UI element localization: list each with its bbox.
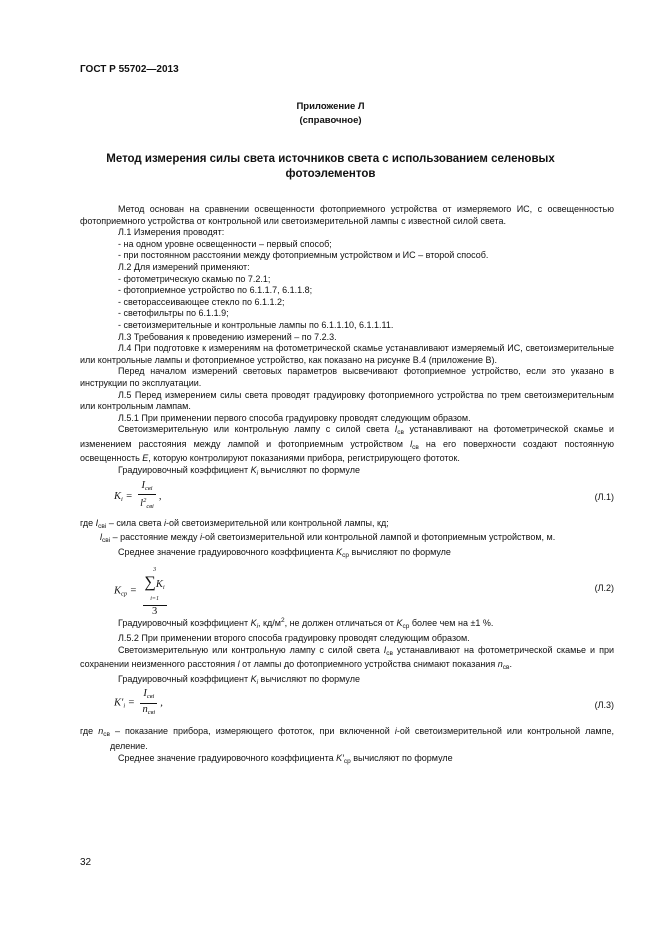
formula-l2 bbox=[80, 561, 614, 618]
paragraph: Градуировочный коэффициент $K_i$ вычисляют по формуле bbox=[118, 465, 360, 478]
paragraph: Среднее значение градуировочного коэффициента $K'_{ср}$ вычисляют по формуле bbox=[118, 752, 453, 765]
paragraph: Л.5 Перед измерением силы света проводят градуировку фотоприемного устройства по трем светоизмерительным или контрольным лампам. bbox=[80, 389, 614, 412]
page-number: 32 bbox=[80, 857, 92, 868]
list-item: - фотометрическую скамью по 7.2.1; bbox=[118, 273, 271, 284]
appendix-label: Приложение Л bbox=[296, 101, 365, 112]
formula-expression: $K_i$ = $\frac{I_{свi}}{l^2_{свi}}$ , bbox=[114, 479, 162, 511]
paragraph: Светоизмерительную или контрольную лампу с силой света $I_{св}$ устанавливают на фотометрической скамье и при сохранении неизменного расстояния l от лампы до фотоприемного устройства снимают показания $n_{св}$. bbox=[80, 644, 614, 672]
document-body bbox=[80, 204, 614, 767]
list-item: - светорассеивающее стекло по 6.1.1.2; bbox=[118, 296, 285, 307]
list-item: - светоизмерительные и контрольные лампы по 6.1.1.10, 6.1.1.11. bbox=[118, 319, 394, 330]
formula-l3 bbox=[80, 688, 614, 726]
formula-expression: $K_{ср}$ = 3 $\sum K_i$ i=1 3 bbox=[114, 567, 165, 618]
paragraph: Л.2 Для измерений применяют: bbox=[118, 261, 250, 272]
paragraph: Метод основан на сравнении освещенности фотоприемного устройства от измеряемого ИС, с освещенностью фотоприемного устройства от контрольной или светоизмерительной лампы с известной силой света. bbox=[80, 204, 614, 226]
formula-expression: $K'_i$ = $\frac{I_{свi}}{n_{свi}}$ , bbox=[114, 688, 163, 716]
document-header: ГОСТ Р 55702—2013 bbox=[80, 64, 179, 75]
paragraph: Градуировочный коэффициент $K_i$ вычисляют по формуле bbox=[118, 673, 360, 686]
list-item: - фотоприемное устройство по 6.1.1.7, 6.1.1.8; bbox=[118, 285, 313, 296]
paragraph: Л.3 Требования к проведению измерений – по 7.2.3. bbox=[118, 331, 337, 342]
paragraph: Л.4 При подготовке к измерениям на фотометрической скамье устанавливают измеряемый ИС, светоизмерительные или контрольные лампы и фотоприемное устройство, как показано на рисунке В.4 (приложение В). bbox=[80, 343, 614, 365]
list-item: - при постоянном расстоянии между фотоприемным устройством и ИС – второй способ. bbox=[118, 250, 489, 261]
list-item: - светофильтры по 6.1.1.9; bbox=[118, 308, 229, 319]
paragraph: Среднее значение градуировочного коэффициента $K_{ср}$ вычисляют по формуле bbox=[118, 546, 451, 559]
paragraph: Перед началом измерений световых параметров высвечивают фотоприемное устройство, если это указано в инструкции по эксплуатации. bbox=[80, 366, 614, 388]
where-clause: где $n_{св}$ – показание прибора, измеряющего фототок, при включенной i-ой светоизмерительной или контрольной лампе, деление. bbox=[80, 726, 614, 751]
section-title: Метод измерения силы света источников света с использованием селеновых фотоэлементов bbox=[106, 153, 555, 180]
paragraph: Светоизмерительную или контрольную лампу с силой света $I_{св}$ устанавливают на фотометрической скамье и изменением расстояния между лампой и фотоприемным устройством $l_{св}$ на его поверхности создают постоянную освещенность E, которую контролируют показаниями прибора, регистрирующего фототок. bbox=[80, 424, 614, 464]
paragraph: Градуировочный коэффициент $K_i$, $кд/м^2$, не должен отличаться от $K_{ср}$ более чем на ±1 %. bbox=[118, 617, 494, 631]
appendix-type: (справочное) bbox=[299, 115, 362, 126]
where-clause: где $I_{свi}$ – сила света i-ой светоизмерительной или контрольной лампы, кд; bbox=[80, 517, 389, 530]
formula-l1 bbox=[80, 480, 614, 518]
list-item: - на одном уровне освещенности – первый способ; bbox=[118, 238, 332, 249]
paragraph: Л.5.1 При применении первого способа градуировку проводят следующим образом. bbox=[118, 412, 471, 423]
formula-number: (Л.3) bbox=[594, 700, 614, 711]
formula-number: (Л.1) bbox=[594, 491, 614, 502]
paragraph: Л.1 Измерения проводят: bbox=[118, 227, 225, 238]
where-clause: $l_{свi}$ – расстояние между i-ой светоизмерительной или контрольной лампой и фотоприемным устройством, м. bbox=[100, 532, 556, 545]
paragraph: Л.5.2 При применении второго способа градуировку проводят следующим образом. bbox=[118, 633, 470, 644]
formula-number: (Л.2) bbox=[594, 583, 614, 594]
